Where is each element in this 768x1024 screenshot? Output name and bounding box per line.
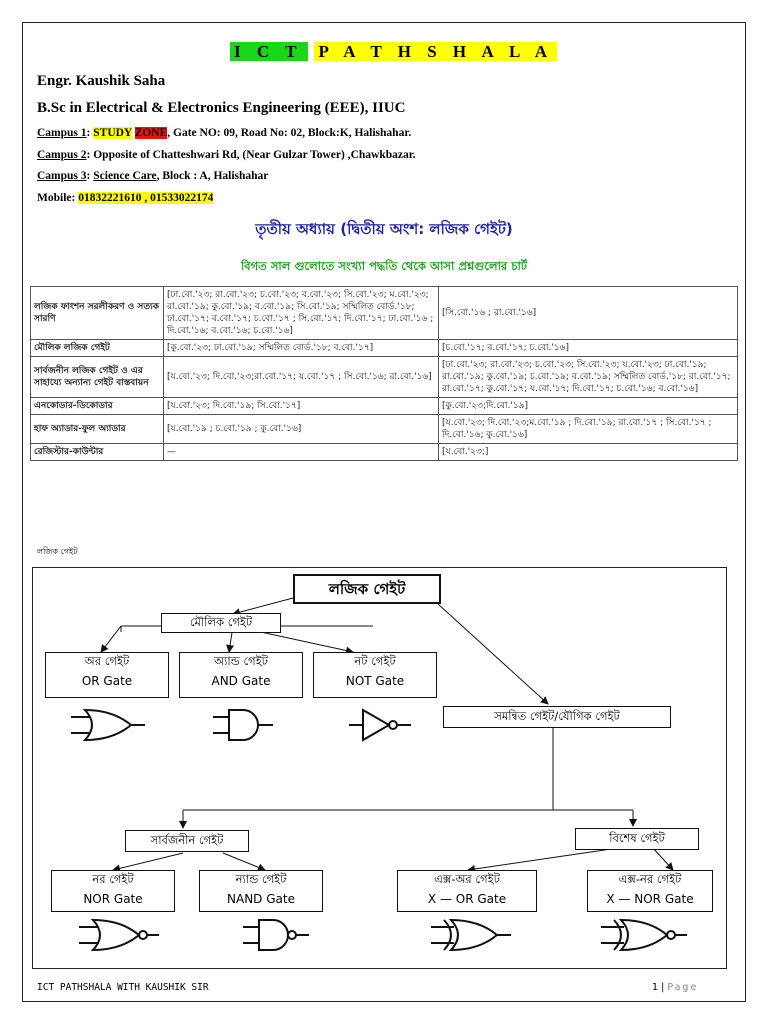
table-cell: [চ.বো.'১৭; ব.বো.'১৭; চ.বো.'১৬] — [439, 340, 738, 357]
universal-gate-label: সার্বজনীন গেইট — [150, 833, 224, 847]
basic-gate-box — [161, 613, 281, 633]
basic-gate-label: মৌলিক গেইট — [189, 615, 253, 629]
question-table — [30, 286, 738, 461]
teacher-name: Engr. Kaushik Saha — [37, 73, 166, 89]
xor-gate-symbol — [431, 920, 511, 950]
table-cell: [য.বো.'২৩;] — [439, 444, 738, 461]
and-gate-bn: অ্যান্ড গেইট — [214, 654, 268, 668]
xor-gate-en: X — OR Gate — [427, 892, 507, 906]
universal-gate-box — [125, 830, 249, 852]
logic-gate-diagram — [32, 567, 727, 969]
campus-1-address: , Gate NO: 09, Road No: 02, Block:K, Halishahar. — [167, 127, 412, 139]
mobile-label: Mobile: — [37, 192, 76, 204]
table-cell-topic: হাফ অ্যাডার-ফুল অ্যাডার — [31, 415, 164, 444]
diagram-caption: লজিক গেইট — [37, 547, 78, 556]
combined-gate-box — [443, 706, 671, 728]
nand-gate-bn: ন্যান্ড গেইট — [235, 872, 287, 886]
and-gate-symbol — [213, 710, 273, 740]
or-gate-box — [45, 652, 169, 698]
or-gate-bn: অর গেইট — [84, 654, 130, 668]
campus-3-address: , Block : A, Halishahar — [156, 170, 269, 182]
table-row — [31, 287, 738, 340]
mobile-line — [37, 192, 213, 204]
campus-2-label: Campus 2 — [37, 149, 87, 161]
nand-gate-symbol — [243, 920, 309, 950]
not-gate-box — [313, 652, 437, 698]
nor-gate-bn: নর গেইট — [92, 872, 134, 886]
campus-1-label: Campus 1 — [37, 127, 87, 139]
page-word: Page — [667, 982, 699, 993]
special-gate-label: বিশেষ গেইট — [609, 831, 665, 845]
campus-1-zone: ZONE — [134, 127, 168, 139]
root-label: লজিক গেইট — [328, 580, 406, 598]
table-cell-topic: মৌলিক লজিক গেইট — [31, 340, 164, 357]
table-cell: [কু.বো.'২৩; ঢা.বো.'১৯; সম্মিলিত বোর্ড.'১৮; ব.বো.'১৭] — [164, 340, 439, 357]
xor-gate-box — [397, 870, 537, 912]
xnor-gate-symbol — [601, 920, 687, 950]
table-cell: [য.বো.'২৩; দি.বো.'১৯; সি.বো.'১৭] — [164, 398, 439, 415]
campus-2-line — [37, 149, 416, 161]
page-separator: | — [661, 982, 665, 993]
table-cell-topic: সার্বজনীন লজিক গেইট ও এর সাহায্যে অন্যান্য গেইট বাস্তবায়ন — [31, 357, 164, 398]
table-row — [31, 340, 738, 357]
table-cell-topic: লজিক ফাংশন সরলীকরণ ও সত্যক সারণি — [31, 287, 164, 340]
nor-gate-box — [51, 870, 175, 912]
table-cell: [য.বো.'২৩; দি.বো.'২৩;ম.বো.'১৯ ; দি.বো.'১৯; রা.বো.'১৭ ; সি.বো.'১৭ ; দি.বো.'১৬; কু.বো.'১৬] — [439, 415, 738, 444]
xnor-gate-box — [587, 870, 713, 912]
nor-gate-en: NOR Gate — [83, 892, 143, 906]
campus-3-line: Campus 3: Science Care, Block : A, Halishahar — [37, 170, 269, 182]
table-row — [31, 444, 738, 461]
campus-3-label: Campus 3 — [37, 170, 87, 182]
table-cell: [য.বো.'২৩; দি.বো.'২৩;রা.বো.'১৭; য.বো.'১৭ ; সি.বো.'১৬; রা.বো.'১৬] — [164, 357, 439, 398]
table-row — [31, 357, 738, 398]
nand-gate-box — [199, 870, 323, 912]
nand-gate-en: NAND Gate — [227, 892, 295, 906]
table-cell: [ঢা.বো.'২৩; রা.বো.'২৩; চ.বো.'২৩; ব.বো.'২৩; সি.বো.'২৩; ম.বো.'২৩; রা.বো.'১৯; কু.বো.'১৯; ব.বো.'১৯; সি.বো.'১৯; সম্মিলিত বোর্ড.'১৮; ঢা.বো.'১৭; ব.বো.'১৭; চ.বো.'১৭ ; সি.বো.'১৭; দি.বো.'১৭; ঢা.বো.'১৬ ; দি.বো.'১৬; ব.বো.'১৬; চ.বো.'১৬] — [164, 287, 439, 340]
special-gate-box — [575, 828, 699, 850]
xnor-gate-bn: এক্স-নর গেইট — [618, 872, 682, 886]
root-box — [293, 574, 441, 604]
footer-page — [652, 982, 698, 993]
title-ict: I C T — [230, 42, 308, 61]
page-number: 1 — [652, 982, 659, 993]
table-cell: [ঢা.বো.'২৩; রা.বো.'২৩; চ.বো.'২৩; সি.বো.'২৩; য.বো.'২৩; ঢা.বো.'১৯; রা.বো.'১৯; কু.বো.'১৯; চ.বো.'১৯; ব.বো.'১৯; সম্মিলিত বোর্ড.'১৮; রা.বো.'১৭; রা.বো.'১৭; কু.বো.'১৭; য.বো.'১৭; দি.বো.'১৭; চ.বো.'১৬; ব.বো.'১৬] — [439, 357, 738, 398]
table-cell: [য.বো.'১৯ ; চ.বো.'১৯ ; কু.বো.'১৬] — [164, 415, 439, 444]
not-gate-en: NOT Gate — [345, 674, 405, 688]
chapter-title: তৃতীয় অধ্যায় (দ্বিতীয় অংশ: লজিক গেইট) — [255, 220, 513, 238]
not-gate-symbol — [349, 710, 411, 740]
mobile-numbers: 01832221610 , 01533022174 — [78, 192, 214, 204]
campus-2-address: : Opposite of Chatteshwari Rd, (Near Gulzar Tower) ,Chawkbazar. — [86, 149, 416, 161]
table-cell: [কু.বো.'২৩;দি.বো.'১৯] — [439, 398, 738, 415]
page-title — [230, 42, 557, 62]
or-gate-symbol — [71, 710, 145, 740]
campus-1-study: STUDY — [93, 127, 132, 139]
table-cell: [সি.বো.'১৬ ; রা.বো.'১৬] — [439, 287, 738, 340]
and-gate-en: AND Gate — [211, 674, 271, 688]
xor-gate-bn: এক্স-অর গেইট — [434, 872, 500, 886]
nor-gate-symbol — [79, 920, 159, 950]
table-row — [31, 415, 738, 444]
combined-gate-label: সমন্বিত গেইট/যৌগিক গেইট — [494, 709, 620, 723]
footer-left: ICT PATHSHALA WITH KAUSHIK SIR — [37, 982, 209, 993]
title-pathshala: P A T H S H A L A — [314, 42, 557, 61]
table-title: বিগত সাল গুলোতে সংখ্যা পদ্ধতি থেকে আসা প্রশ্নগুলোর চার্ট — [240, 259, 528, 273]
not-gate-bn: নট গেইট — [354, 654, 396, 668]
teacher-degree: B.Sc in Electrical & Electronics Engineering (EEE), IIUC — [37, 100, 406, 116]
or-gate-en: OR Gate — [81, 674, 133, 688]
campus-1-line: Campus 1: STUDY ZONE, Gate NO: 09, Road No: 02, Block:K, Halishahar. — [37, 127, 412, 139]
table-cell: — — [164, 444, 439, 461]
and-gate-box — [179, 652, 303, 698]
xnor-gate-en: X — NOR Gate — [606, 892, 694, 906]
table-row — [31, 398, 738, 415]
campus-3-name: Science Care — [93, 170, 157, 182]
table-cell-topic: এনকোডার-ডিকোডার — [31, 398, 164, 415]
table-cell-topic: রেজিস্টার-কাউন্টার — [31, 444, 164, 461]
